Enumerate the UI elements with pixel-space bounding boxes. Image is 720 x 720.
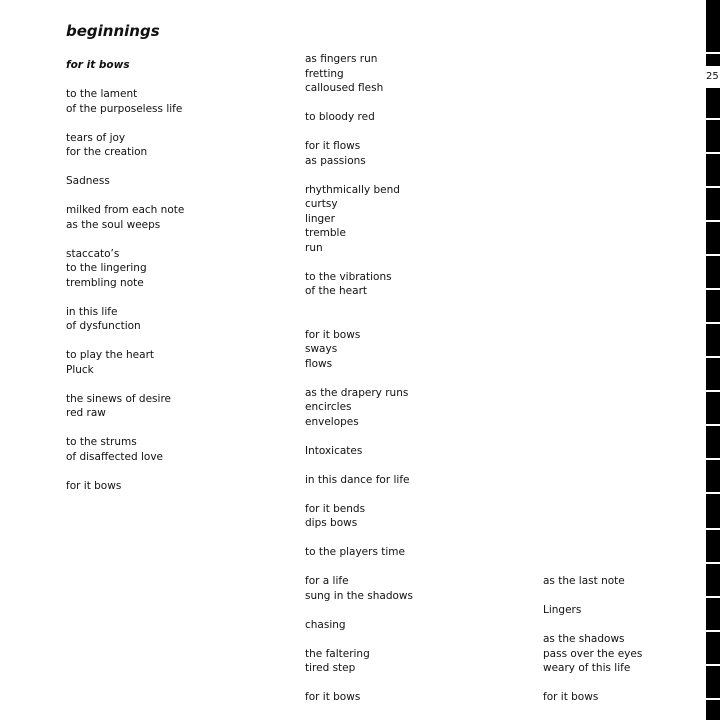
poem-line: sung in the shadows <box>305 589 413 602</box>
edge-tick <box>706 664 720 666</box>
poem-line: to play the heart <box>66 349 154 361</box>
poem-line: linger <box>305 212 335 225</box>
poem-line: as passions <box>305 154 366 167</box>
poem-line: for it bows <box>305 328 361 341</box>
stanza-gap <box>305 603 413 618</box>
stanza-gap <box>305 371 413 386</box>
poem-column-3 <box>543 574 642 705</box>
stanza-gap <box>66 189 184 204</box>
stanza-gap <box>66 160 184 175</box>
poem-line: tremble <box>305 227 346 239</box>
stanza-gap <box>305 255 413 270</box>
edge-tick <box>706 492 720 494</box>
poem-line: chasing <box>305 618 346 631</box>
poem-line: Lingers <box>543 604 582 616</box>
stanza-gap <box>305 313 413 328</box>
stanza-gap <box>66 334 184 349</box>
stanza-gap <box>66 73 184 88</box>
poem-line: to the strums <box>66 436 137 448</box>
edge-tick <box>706 424 720 426</box>
poem-line: as the soul weeps <box>66 218 161 231</box>
poem-line: for it bows <box>305 691 361 703</box>
edge-tick <box>706 630 720 632</box>
stanza-gap <box>66 377 184 392</box>
stanza-gap <box>305 458 413 473</box>
poem-line: for it bends <box>305 502 366 515</box>
poem-line: dips bows <box>305 517 358 529</box>
edge-tick <box>706 562 720 564</box>
poem-line: staccato’s <box>66 247 120 260</box>
poem-title: beginnings <box>66 22 160 40</box>
edge-tick <box>706 596 720 598</box>
page-number: 25 <box>706 66 720 88</box>
poem-line: as the shadows <box>543 633 625 645</box>
poem-line: tears of joy <box>66 131 126 144</box>
edge-tick <box>706 152 720 154</box>
stanza-gap <box>543 589 642 604</box>
edge-tick <box>706 390 720 392</box>
edge-tick <box>706 356 720 358</box>
edge-tick <box>706 322 720 324</box>
poem-line: for it bows <box>66 59 130 71</box>
stanza-gap <box>66 116 184 131</box>
poem-line: Intoxicates <box>305 444 363 457</box>
stanza-gap <box>66 421 184 436</box>
stanza-gap <box>543 676 642 691</box>
poem-line: to the players time <box>305 546 405 558</box>
edge-tick <box>706 186 720 188</box>
poem-line: as the drapery runs <box>305 386 409 399</box>
poem-line: in this life <box>66 305 118 318</box>
poem-line: rhythmically bend <box>305 183 400 196</box>
poem-line: calloused flesh <box>305 82 384 94</box>
edge-tick <box>706 698 720 700</box>
poem-line: for it bows <box>543 691 599 703</box>
edge-tick <box>706 254 720 256</box>
poem-line: to the lament <box>66 88 138 100</box>
page-edge-strip <box>706 0 720 720</box>
poem-line: sways <box>305 343 338 355</box>
poem-line: to bloody red <box>305 111 375 123</box>
stanza-gap <box>305 531 413 546</box>
poem-column-1 <box>66 58 184 493</box>
stanza-gap <box>305 560 413 575</box>
poem-line: for a life <box>305 575 349 587</box>
stanza-gap <box>305 96 413 111</box>
poem-line: for the creation <box>66 146 148 158</box>
poem-line: milked from each note <box>66 204 185 216</box>
poem-line: curtsy <box>305 198 338 210</box>
edge-tick <box>706 52 720 54</box>
poem-line: the faltering <box>305 647 370 660</box>
stanza-gap <box>305 299 413 314</box>
poem-line: fretting <box>305 67 344 80</box>
poem-line: tired step <box>305 662 356 674</box>
poem-line: trembling note <box>66 276 144 289</box>
poem-line: in this dance for life <box>305 473 410 486</box>
poem-line: for it bows <box>66 479 122 492</box>
stanza-gap <box>66 290 184 305</box>
edge-tick <box>706 528 720 530</box>
edge-tick <box>706 458 720 460</box>
edge-tick <box>706 220 720 222</box>
poem-line: encircles <box>305 401 352 413</box>
poem-line: to the lingering <box>66 262 147 274</box>
poem-line: Sadness <box>66 175 110 187</box>
stanza-gap <box>305 168 413 183</box>
poem-line: the sinews of desire <box>66 392 171 405</box>
poem-column-2 <box>305 52 413 705</box>
poem-line: Pluck <box>66 363 94 376</box>
stanza-gap <box>305 487 413 502</box>
poem-line: of the purposeless life <box>66 102 183 115</box>
poem-line: flows <box>305 357 333 370</box>
poem-line: as fingers run <box>305 53 378 65</box>
poem-line: as the last note <box>543 575 625 587</box>
stanza-gap <box>543 618 642 633</box>
poem-line: for it flows <box>305 140 361 152</box>
poem-line: weary of this life <box>543 662 631 674</box>
stanza-gap <box>305 125 413 140</box>
poem-line: of disaffected love <box>66 450 164 463</box>
poem-line: run <box>305 241 323 254</box>
stanza-gap <box>66 464 184 479</box>
poem-line: envelopes <box>305 415 359 428</box>
stanza-gap <box>66 232 184 247</box>
poem-line: of the heart <box>305 285 368 297</box>
poem-line: pass over the eyes <box>543 647 643 660</box>
stanza-gap <box>305 676 413 691</box>
poem-line: red raw <box>66 407 106 419</box>
poem-line: of dysfunction <box>66 320 141 332</box>
edge-tick <box>706 118 720 120</box>
stanza-gap <box>305 632 413 647</box>
edge-tick <box>706 288 720 290</box>
poem-line: to the vibrations <box>305 270 392 283</box>
stanza-gap <box>305 429 413 444</box>
